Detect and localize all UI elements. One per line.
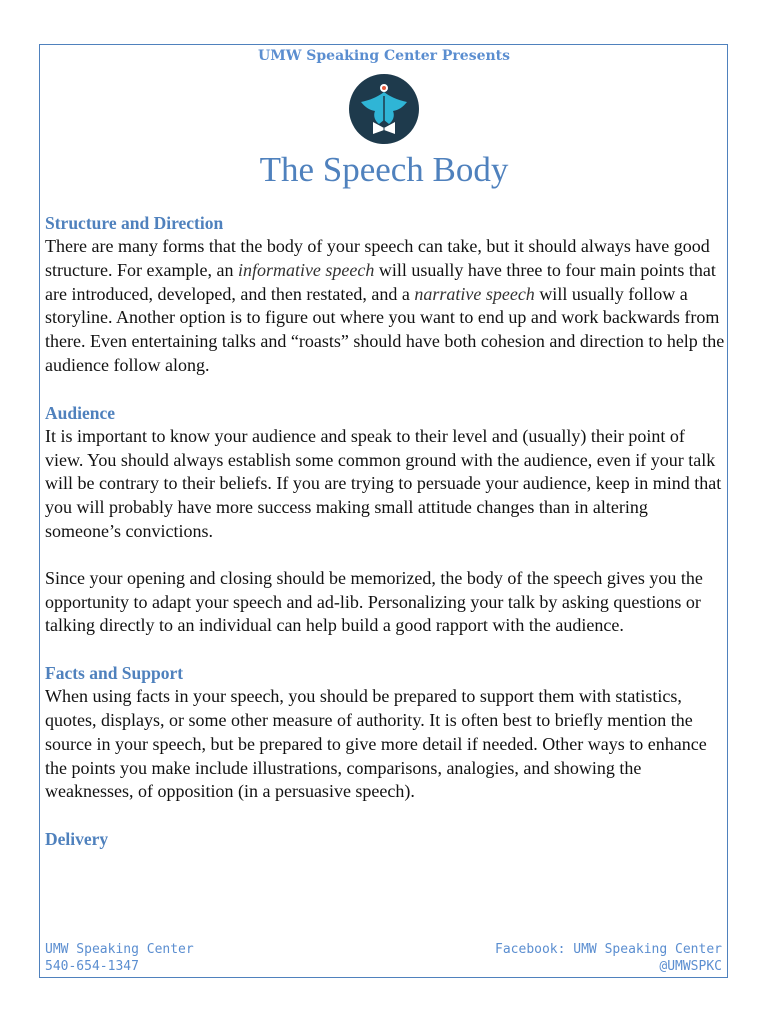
section-structure (45, 211, 725, 378)
section-facts (45, 661, 725, 804)
heading-audience: Audience (45, 402, 115, 423)
paragraph-structure: There are many forms that the body of your speech can take, but it should always have good structure. For example, an informative speech will usually have three to four main points that are introduced, developed, and then restated, and a narrative speech will usually follow a storyline. Another option is to figure out where you want to end up and work backwards from there. Even entertaining talks and “roasts” should have both cohesion and direction to help the audience follow along. (45, 236, 725, 375)
page-title: The Speech Body (259, 150, 509, 189)
footer-phone: 540-654-1347 (45, 959, 139, 974)
footer-facebook: Facebook: UMW Speaking Center (495, 942, 722, 957)
term-informative-speech: informative speech (237, 259, 375, 280)
paragraph-facts: When using facts in your speech, you should be prepared to support them with statistics, quotes, displays, or some other measure of authority. It is often best to briefly mention the source in your speech, but be prepared to give more detail if needed. Other ways to enhance the points you make include illustrations, comparisons, analogies, and showing the weaknesses, of opposition (in a persuasive speech). (45, 686, 707, 802)
paragraph-audience-2: Since your opening and closing should be memorized, the body of the speech gives you the opportunity to adapt your speech and ad-lib. Personalizing your talk by asking questions or talking directly to an individual can help build a good rapport with the audience. (45, 567, 703, 636)
content-body (45, 211, 725, 874)
heading-structure: Structure and Direction (45, 213, 224, 233)
heading-delivery: Delivery (45, 829, 109, 850)
section-audience (45, 401, 725, 638)
section-delivery (45, 827, 725, 851)
presenter-line: UMW Speaking Center Presents (257, 48, 511, 64)
footer-social (495, 941, 722, 975)
heading-facts: Facts and Support (45, 663, 184, 684)
footer-org-name: UMW Speaking Center (45, 942, 194, 957)
speaking-center-logo (349, 74, 419, 144)
footer-contact (45, 941, 194, 975)
paragraph-audience-1: It is important to know your audience and speak to their level and (usually) their point of view. You should always establish some common ground with the audience, even if your talk will be contrary to their beliefs. If you are trying to persuade your audience, keep in mind that you will probably have more success making small attitude changes than in altering someone’s convictions. (45, 425, 722, 541)
footer-handle: @UMWSPKC (659, 959, 722, 974)
term-narrative-speech: narrative speech (414, 283, 535, 304)
